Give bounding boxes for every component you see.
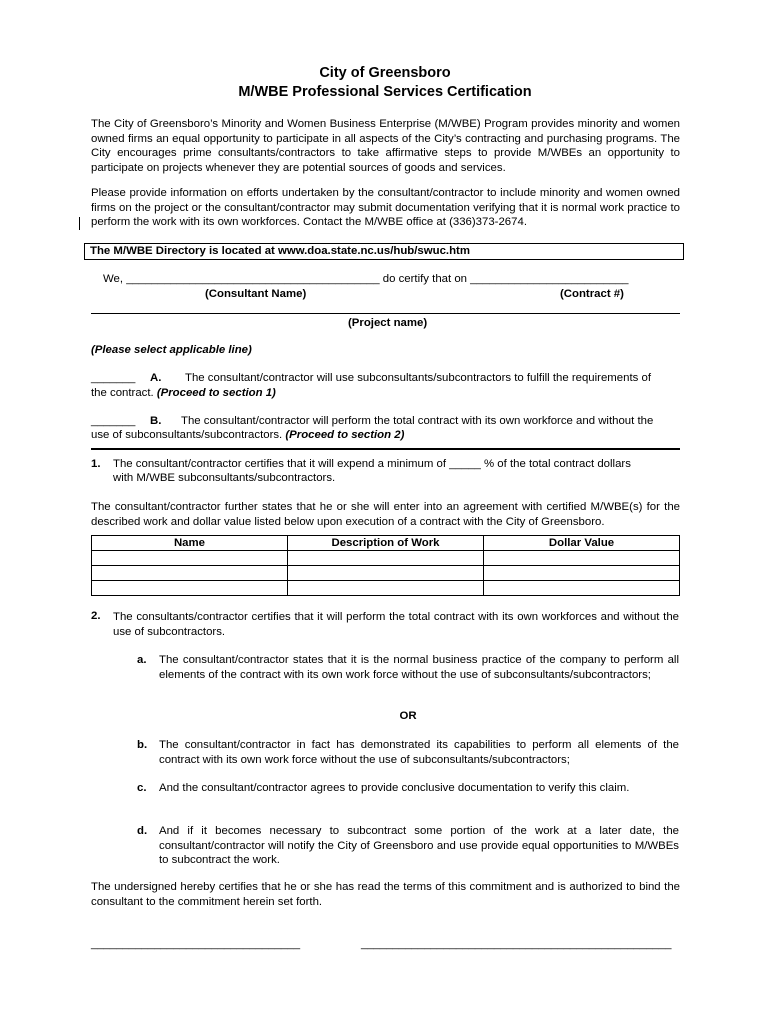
option-a-blank: _______ bbox=[91, 372, 136, 384]
section-2-text: The consultants/contractor certifies that it will perform the total contract with its own workforces and without the use of subcontractors. bbox=[113, 611, 679, 638]
section-2-a-text: The consultant/contractor states that it is the normal business practice of the company to perform all elements of the contract with its own work force without the use of subconsultants/subcontractors; bbox=[159, 654, 679, 681]
select-line-instruction: (Please select applicable line) bbox=[91, 344, 252, 356]
directory-box: The M/WBE Directory is located at www.doa.state.nc.us/hub/swuc.htm bbox=[84, 243, 684, 260]
table-row bbox=[92, 566, 680, 581]
option-b-proceed: (Proceed to section 2) bbox=[285, 429, 405, 441]
table-header-row bbox=[92, 536, 680, 551]
subcontractor-table bbox=[91, 535, 680, 596]
option-a-text-cont: the contract. bbox=[91, 387, 154, 399]
intro-paragraph-1: The City of Greensboro’s Minority and Women Business Enterprise (M/WBE) Program provides minority and women owned firms an equal opportunity to participate in all aspects of the City’s contracting and purchasing programs. The City encourages prime consultants/contractors to take affirmative steps to provide M/WBEs an opportunity to participate on projects whenever they are potential sources of goods and services. bbox=[91, 118, 680, 174]
signature-line-right[interactable]: _________________________________________________ bbox=[361, 938, 672, 950]
option-b-text: The consultant/contractor will perform the total contract with its own workforce and without the bbox=[181, 415, 654, 427]
or-separator: OR bbox=[399, 710, 417, 722]
section-divider bbox=[91, 448, 680, 450]
section-2-c-label: c. bbox=[137, 782, 147, 794]
table-cell[interactable] bbox=[92, 581, 288, 596]
intro-paragraph-2: Please provide information on efforts undertaken by the consultant/contractor to include minority and women owned firms on the project or the consultant/contractor may submit documentation verifying that it is normal work practice to perform the work with its own workforces. Contact the M/WBE office at (336)373-2674. bbox=[91, 187, 680, 229]
document-subtitle: M/WBE Professional Services Certification bbox=[238, 84, 532, 100]
section-2-b-text: The consultant/contractor in fact has demonstrated its capabilities to perform all elements of the contract with its own work force without the use of subconsultants/subcontractors; bbox=[159, 739, 679, 766]
section-2-d-label: d. bbox=[137, 825, 148, 837]
table-cell[interactable] bbox=[484, 581, 680, 596]
section-2-a-label: a. bbox=[137, 654, 147, 666]
table-header-dollar-value: Dollar Value bbox=[484, 536, 680, 551]
option-a-proceed: (Proceed to section 1) bbox=[156, 387, 276, 399]
section-1-number: 1. bbox=[91, 458, 101, 470]
option-a-text-2 bbox=[91, 387, 276, 399]
certify-line: We, ________________________________________ do certify that on _________________________ bbox=[103, 273, 629, 285]
section-2-c-text: And the consultant/contractor agrees to provide conclusive documentation to verify this claim. bbox=[159, 782, 630, 794]
section-1-line-2: with M/WBE subconsultants/subcontractors. bbox=[113, 472, 336, 484]
table-cell[interactable] bbox=[287, 551, 483, 566]
table-cell[interactable] bbox=[92, 566, 288, 581]
option-b-letter: B. bbox=[150, 415, 162, 427]
table-row bbox=[92, 551, 680, 566]
document-title: City of Greensboro bbox=[319, 65, 451, 81]
table-header-name: Name bbox=[92, 536, 288, 551]
table-cell[interactable] bbox=[287, 581, 483, 596]
section-2-d-text: And if it becomes necessary to subcontract some portion of the work at a later date, the consultant/contractor will notify the City of Greensboro and use provide equal opportunities to M/WBEs to subcontract the work. bbox=[159, 825, 679, 867]
section-2-b-label: b. bbox=[137, 739, 148, 751]
option-a-text: The consultant/contractor will use subconsultants/subcontractors to fulfill the requirements of bbox=[185, 372, 651, 384]
signature-line-left[interactable]: _________________________________ bbox=[91, 938, 301, 950]
project-name-label: (Project name) bbox=[348, 317, 428, 329]
section-1-line-1: The consultant/contractor certifies that it will expend a minimum of _____ % of the total contract dollars bbox=[113, 458, 631, 470]
text-cursor bbox=[79, 217, 80, 230]
option-b-blank: _______ bbox=[91, 415, 136, 427]
option-a-letter: A. bbox=[150, 372, 162, 384]
table-header-description: Description of Work bbox=[287, 536, 483, 551]
section-2-number: 2. bbox=[91, 610, 101, 622]
consultant-name-label: (Consultant Name) bbox=[205, 288, 307, 300]
table-row bbox=[92, 581, 680, 596]
option-b-text-cont: use of subconsultants/subcontractors. bbox=[91, 429, 283, 441]
option-b-text-2 bbox=[91, 429, 404, 441]
table-cell[interactable] bbox=[484, 566, 680, 581]
project-name-line bbox=[91, 313, 680, 314]
contract-number-label: (Contract #) bbox=[560, 288, 624, 300]
section-1-further: The consultant/contractor further states that he or she will enter into an agreement with certified M/WBE(s) for the described work and dollar value listed below upon execution of a contract with the City of Greensboro. bbox=[91, 501, 680, 528]
closing-paragraph: The undersigned hereby certifies that he or she has read the terms of this commitment and is authorized to bind the consultant to the commitment herein set forth. bbox=[91, 881, 680, 908]
table-cell[interactable] bbox=[287, 566, 483, 581]
table-cell[interactable] bbox=[92, 551, 288, 566]
table-cell[interactable] bbox=[484, 551, 680, 566]
